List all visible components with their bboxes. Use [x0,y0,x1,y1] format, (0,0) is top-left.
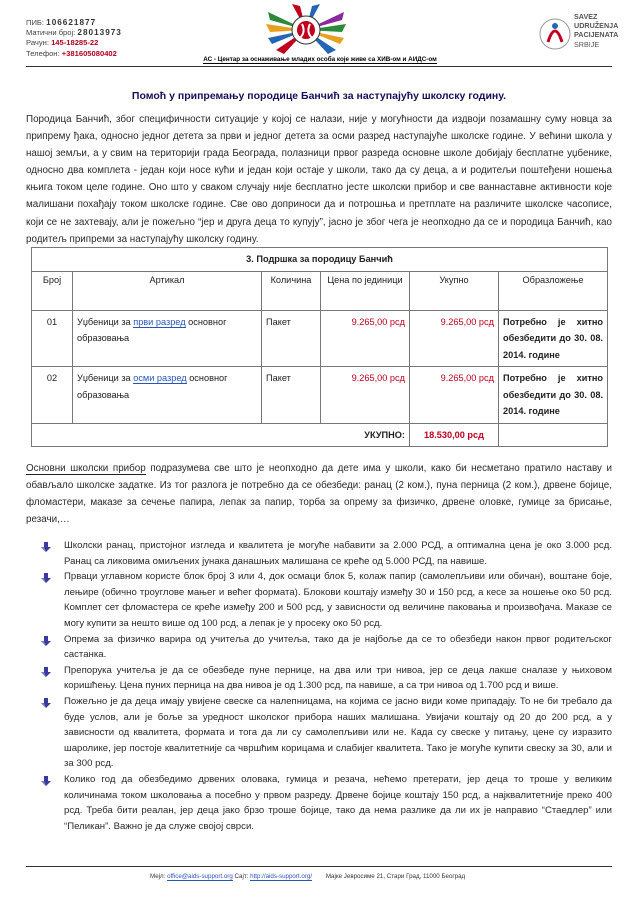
total-value: 18.530,00 рсд [410,423,499,447]
total-label: УКУПНО: [32,423,410,447]
row-quantity: Пакет [262,367,321,424]
col-item: Артикал [73,271,262,310]
pib-value: 106621877 [46,18,97,27]
first-grade-link[interactable]: први разред [133,316,186,327]
row-total: 9.265,00 рсд [410,310,499,367]
organization-info [26,18,122,59]
union-name: SAVEZ UDRUŽENJA PACIJENATA SRBIJE [574,12,619,49]
table-caption: 3. Подршка за породицу Банчић [32,248,608,272]
email-link[interactable]: office@aids-support.org [167,873,233,880]
supplies-list [40,538,612,834]
patients-union-logo [538,10,628,56]
header-divider [26,66,612,67]
support-table [31,247,608,447]
website-link[interactable]: http://aids-support.org/ [250,873,313,880]
account-label: Рачун: [26,38,49,48]
footer: Мејл: office@aids-support.org Сајт: http://aids-support.org/ Мајке Јевросиме 21, Стари Град, 11000 Београд [150,873,466,880]
row-item: Уџбеници за осми разред основног образовања [73,367,262,424]
as-center-logo [262,2,350,58]
table-row [32,367,608,424]
footer-address: Мајке Јевросиме 21, Стари Град, 11000 Београд [325,873,466,880]
arrow-bullet-icon [40,635,52,647]
col-number: Број [32,271,73,310]
arrow-bullet-icon [40,666,52,678]
row-unit-price: 9.265,00 рсд [321,367,410,424]
supplies-paragraph: Основни школски прибор подразумева све што је неопходно да дете има у школи, како би несметано пратило наставу и обављало школске задатке. Из тог разлога је потребно да се обезбеди: ранац (2 ком.), пуна перница (2 ком.), дрвене бојице, фломастери, маказе за сечење папира, лепак за папир, торба за опрему за физичко, дрвене оловке, гумице за брисање, резачи,… [26,463,612,526]
phone-label: Телефон: [26,48,60,58]
intro-paragraph: Породица Банчић, због специфичности ситуације у којој се налази, није у могућности да издвоји позамашну суму новца за припрему ђака, односно једног детета за први и једног детета за осми разред наступајуће школске године. У већини школа у нашој земљи, а у свим на територији града Београда, полазници првог разреда основне школе добијају бесплатне уџбенике, односно два комплета - један који носе кући и један који остаје у школи, тако да су деца, а и родитељи поштеђени ношења књига током целе године. Оно што у сваком случају није бесплатно јесте школски прибор и све ваннаставне активности које малишани похађају током школске године. Све ово доприноси да и потрошња и претплате на различите школске часописе, који се не захтевају, али је пожељно “јер и друга деца то купују”, јасно је због чега је неопходно да се и породица Банчић, као родитељ припреми за наступајућу школску годину. [26,114,612,245]
list-item: Прваци углавном користе блок број 3 или 4, док осмаци блок 5, колаж папир (самолепљиви или обичан), воштане боје, лењире (обично троуглове мањег и већег формата). Блокови коштају између 30 и 150 рсд, а кесе за ношење око 50 рсд. Комплет сет фломастера се креће између 200 и 500 рсд, у зависности од величине паковања и произвођача. Маказе се могу купити за нешто више од 100 рсд, а лепак је у просеку око 50 рсд. [40,569,612,631]
mb-value: 28013973 [77,28,122,38]
row-number: 02 [32,367,73,424]
table-total-row [32,423,608,447]
table-row [32,310,608,367]
list-item: Школски ранац, пристојног изгледа и квалитета је могуће набавити за 2.000 РСД, а оптимална цена је око 3.000 рсд. Ранац са ликовима омиљених јунака данашњих малишана се креће од 5.000 РСД, па навише. [40,538,612,569]
document-title: Помоћ у припремању породице Банчић за наступајућу школску годину. [131,90,507,102]
supplies-heading: Основни школски прибор [26,463,146,474]
row-total: 9.265,00 рсд [410,367,499,424]
col-total: Укупно [410,271,499,310]
arrow-bullet-icon [40,775,52,787]
list-item: Пожељно је да деца имају увијене свеске са налепницама, на којима се јасно види коме припадају. То не би требало да буде услов, али је боље за уредност школског прибора наших малишана. Увијачи коштају од 20 до 200 рсд, а у зависности од квалитета, формата и тога да ли су самолепљиви или не. Када су свеске у питању, цене су изразито шаролике, јер постоје квалитетније са чвршћим корицама и слабијег квалитета. Тако је могуће купити свеску за 30, али и за 300 рсд. [40,694,612,772]
col-note: Образложење [499,271,608,310]
row-quantity: Пакет [262,310,321,367]
account-value: 145-18285-22 [51,38,99,48]
list-item: Опрема за физичко варира од учитеља до учитеља, тако да је најбоље да се то обезбеди након првог родитељског састанка. [40,632,612,663]
col-quantity: Количина [262,271,321,310]
eighth-grade-link[interactable]: осми разред [133,373,187,383]
list-item: Препорука учитеља је да се обезбеде пуне пернице, на два или три нивоа, јер се деца лакше сналазе у њиховом коришћењу. Цена пуних перница на два нивоа је од 1.300 рсд, па навише, а са три нивоа од 1.700 рсд и више. [40,663,612,694]
arrow-bullet-icon [40,541,52,553]
row-unit-price: 9.265,00 рсд [321,310,410,367]
list-item: Колико год да обезбедимо дрвених оловака, гумица и резача, нећемо претерати, јер деца то троше у великим количинама током школовања а посебно у првом разреду. Дрвене бојице коштају 150 рсд, а најквалитетније преко 400 рсд. Треба бити реалан, јер деца јако брзо троше бојице, тако да нема разлике да ли их је направио “Стаедлер” или “Пеликан”. Важно је да служе својој сврси. [40,772,612,834]
pib-label: ПИБ: [26,18,45,27]
mb-label: Матични број: [26,28,76,38]
phone-value: +381605080402 [61,48,117,58]
row-number: 01 [32,310,73,367]
arrow-bullet-icon [40,572,52,584]
table-header-row [32,271,608,310]
row-note: Потребно је хитно обезбедити до 30. 08. 2014. године [499,367,608,424]
organization-name: АС - Центар за оснаживање младих особа које живе са ХИВ-ом и АИДС-ом [203,56,437,63]
row-note: Потребно је хитно обезбедити до 30. 08. 2014. године [499,310,608,367]
footer-divider [26,866,612,867]
union-emblem-icon [538,14,572,54]
arrow-bullet-icon [40,697,52,709]
col-unit-price: Цена по јединици [321,271,410,310]
row-item: Уџбеници за први разред основног образовања [73,310,262,367]
